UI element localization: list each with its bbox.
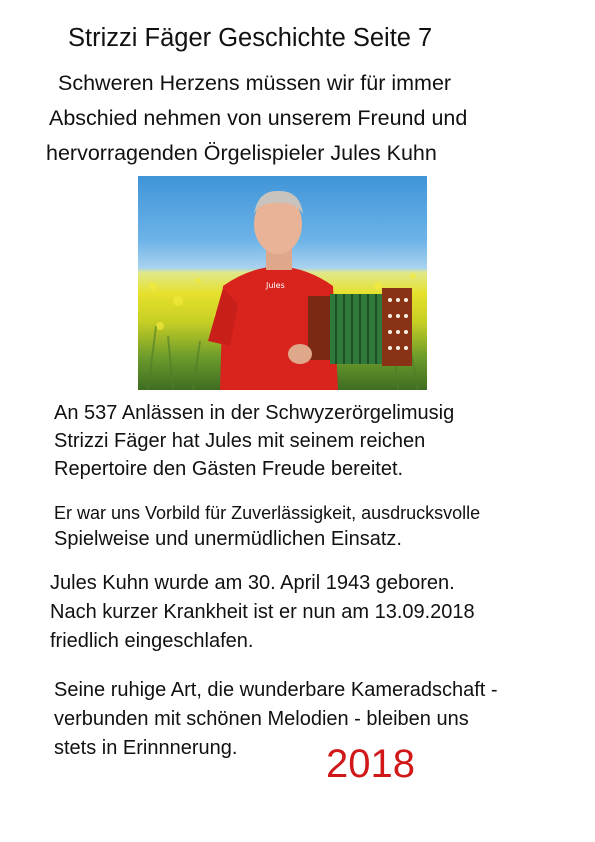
para4-line-3: stets in Erinnnerung. xyxy=(54,737,238,759)
year-label: 2018 xyxy=(326,742,415,786)
para2-line-1: Er war uns Vorbild für Zuverlässigkeit, ausdrucksvolle xyxy=(54,503,481,523)
para4-line-2: verbunden mit schönen Melodien - bleiben uns xyxy=(54,708,469,730)
para1-line-3: Repertoire den Gästen Freude bereitet. xyxy=(54,458,404,480)
page-title: Strizzi Fäger Geschichte Seite 7 xyxy=(68,24,433,52)
para2-line-2: Spielweise und unermüdlichen Einsatz. xyxy=(54,528,402,550)
para1-line-2: Strizzi Fäger hat Jules mit seinem reichen xyxy=(54,430,426,452)
accordion-icon xyxy=(308,288,412,366)
portrait-photo xyxy=(138,176,427,390)
shirt-text: Jules xyxy=(266,281,285,290)
para1-line-1: An 537 Anlässen in der Schwyzerörgelimusig xyxy=(54,402,455,424)
intro-line-2: Abschied nehmen von unserem Freund und xyxy=(49,106,468,130)
para3-line-2: Nach kurzer Krankheit ist er nun am 13.09.2018 xyxy=(50,601,475,623)
intro-line-1: Schweren Herzens müssen wir für immer xyxy=(58,71,452,95)
intro-line-3: hervorragenden Örgelispieler Jules Kuhn xyxy=(46,141,437,165)
para4-line-1: Seine ruhige Art, die wunderbare Kameradschaft - xyxy=(54,679,498,701)
para3-line-3: friedlich eingeschlafen. xyxy=(50,630,254,652)
para3-line-1: Jules Kuhn wurde am 30. April 1943 geboren. xyxy=(50,572,455,594)
